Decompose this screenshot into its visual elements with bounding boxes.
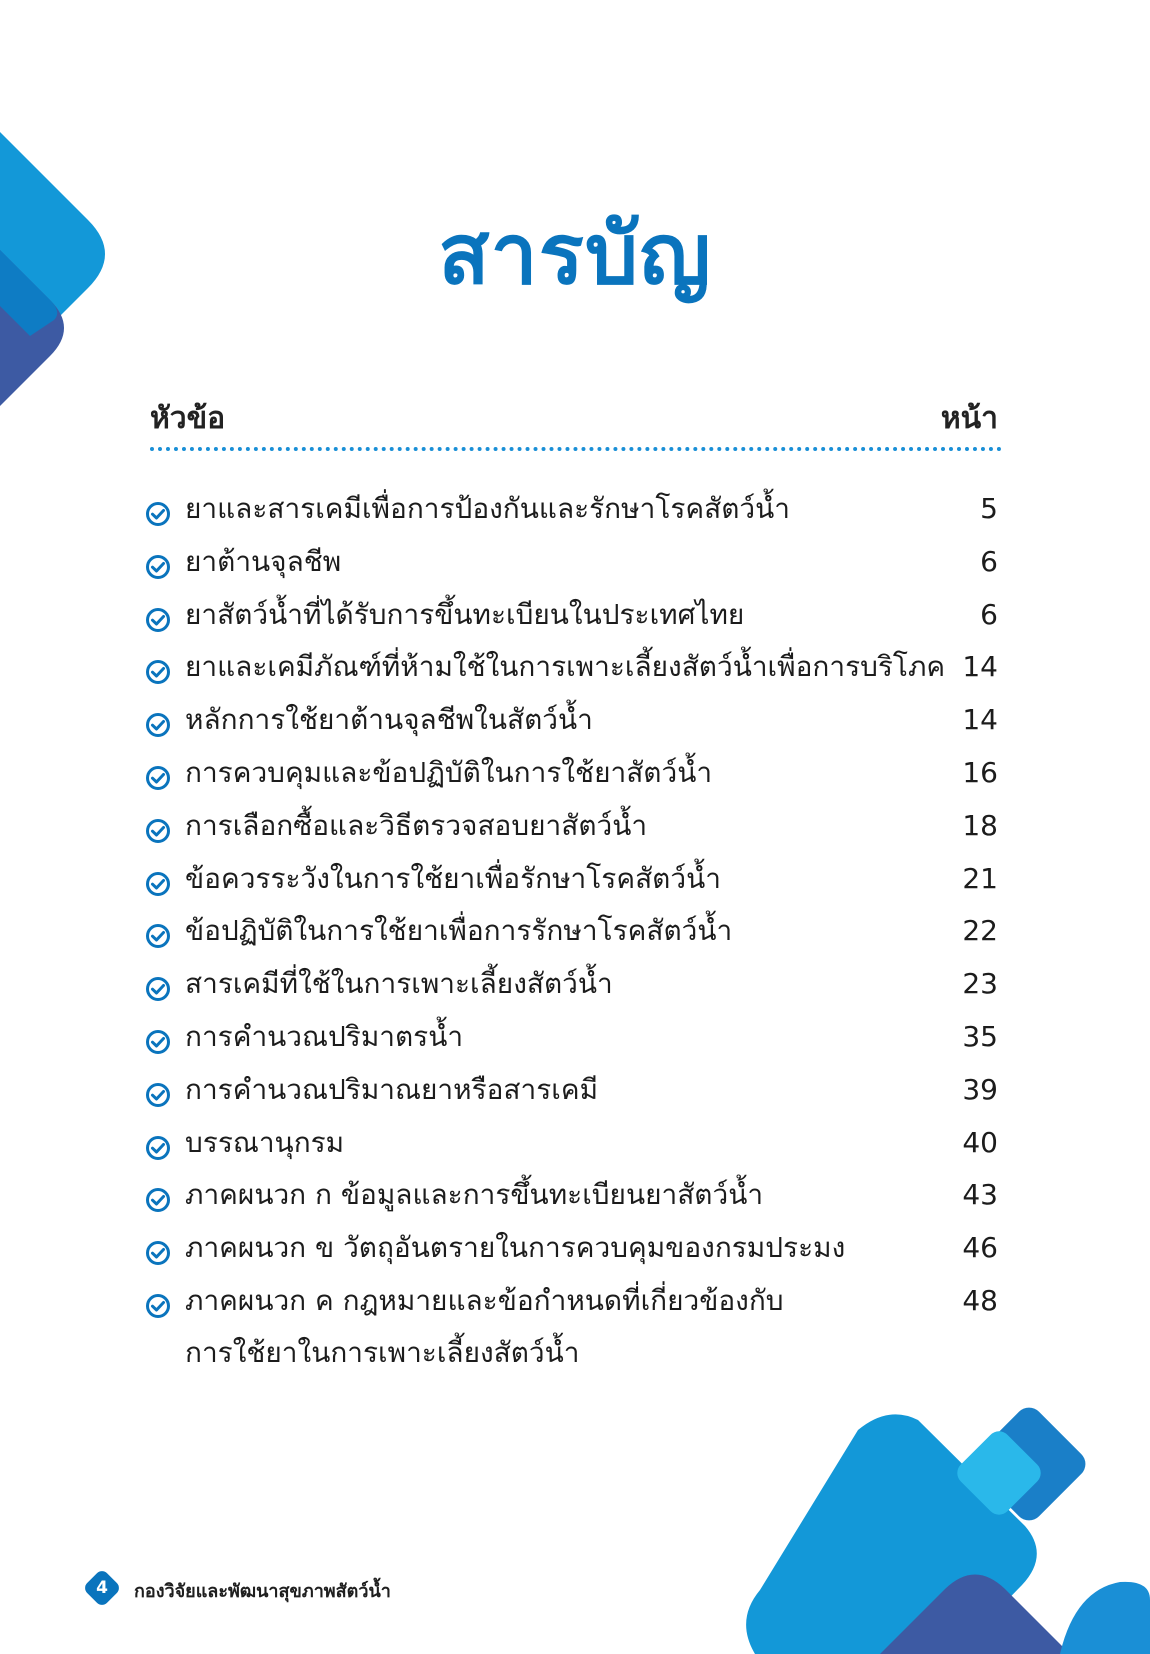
toc-entry-page: 16 (962, 755, 998, 789)
toc-entry (145, 1018, 998, 1071)
toc-entry-label: การคำนวณปริมาตรน้ำ (185, 1019, 464, 1053)
check-circle-icon (145, 763, 171, 789)
toc-entry (145, 543, 998, 596)
toc-entry-label: ยาสัตว์น้ำที่ได้รับการขึ้นทะเบียนในประเทศไทย (185, 597, 745, 631)
toc-entry-label: ภาคผนวก ข วัตถุอันตรายในการควบคุมของกรมประมง (185, 1231, 846, 1265)
bottom-right-decoration (746, 1402, 1150, 1654)
toc-entry-page: 5 (980, 492, 998, 525)
toc-entry-page: 6 (980, 544, 998, 578)
toc-entry-page: 6 (980, 597, 998, 631)
toc-entry (145, 596, 998, 649)
toc-entry (145, 965, 998, 1018)
toc-header (150, 395, 998, 442)
page-title: สารบัญ (438, 205, 712, 303)
toc-entry-label: การควบคุมและข้อปฏิบัติในการใช้ยาสัตว์น้ำ (185, 755, 713, 789)
toc-entry-label: ยาและเคมีภัณฑ์ที่ห้ามใช้ในการเพาะเลี้ยงสัตว์น้ำเพื่อการบริโภค (185, 650, 946, 684)
toc-entry-label: ยาและสารเคมีเพื่อการป้องกันและรักษาโรคสัตว์น้ำ (185, 492, 790, 525)
toc-entry-label: หลักการใช้ยาต้านจุลชีพในสัตว์น้ำ (185, 703, 593, 737)
toc-entry (145, 754, 998, 807)
page-column-header: หน้า (940, 401, 998, 436)
toc-entry-label: การคำนวณปริมาณยาหรือสารเคมี (185, 1072, 599, 1106)
toc-entry-label: ภาคผนวก ค กฎหมายและข้อกำหนดที่เกี่ยวข้องกับ (185, 1283, 784, 1317)
toc-entry-page: 18 (962, 808, 998, 842)
toc-entry-label: ยาต้านจุลชีพ (185, 544, 342, 578)
toc-entry (145, 912, 998, 965)
toc-entry-page: 46 (962, 1231, 998, 1265)
toc-entry (145, 1176, 998, 1229)
topic-column-header: หัวข้อ (150, 401, 226, 436)
check-circle-icon (145, 499, 171, 525)
toc-entry-label: ข้อควรระวังในการใช้ยาเพื่อรักษาโรคสัตว์น้ำ (185, 861, 721, 895)
toc-entry-page: 48 (962, 1283, 998, 1317)
toc-entry (145, 1282, 998, 1369)
toc-entry-label: การเลือกซื้อและวิธีตรวจสอบยาสัตว์น้ำ (185, 808, 648, 842)
toc-entry (145, 860, 998, 913)
check-circle-icon (145, 974, 171, 1000)
check-circle-icon (145, 816, 171, 842)
toc-entry-page: 14 (962, 703, 998, 737)
toc-entry-label: บรรณานุกรม (185, 1125, 345, 1159)
toc-entry-page: 21 (962, 861, 998, 895)
toc-entry-label: ภาคผนวก ก ข้อมูลและการขึ้นทะเบียนยาสัตว์น้ำ (185, 1178, 764, 1212)
check-circle-icon (145, 1133, 171, 1159)
check-circle-icon (145, 1080, 171, 1106)
check-circle-icon (145, 869, 171, 895)
toc-entry (145, 1071, 998, 1124)
check-circle-icon (145, 921, 171, 947)
check-circle-icon (145, 710, 171, 736)
check-circle-icon (145, 605, 171, 631)
toc-list (145, 490, 998, 1369)
toc-entry (145, 648, 998, 701)
toc-entry-page: 39 (962, 1072, 998, 1106)
toc-entry-label: สารเคมีที่ใช้ในการเพาะเลี้ยงสัตว์น้ำ (185, 967, 613, 1001)
check-circle-icon (145, 1291, 171, 1317)
check-circle-icon (145, 552, 171, 578)
check-circle-icon (145, 657, 171, 683)
toc-entry-label: ข้อปฏิบัติในการใช้ยาเพื่อการรักษาโรคสัตว์น้ำ (185, 914, 733, 948)
check-circle-icon (145, 1238, 171, 1264)
toc-entry (145, 701, 998, 754)
toc-entry-page: 40 (962, 1125, 998, 1159)
toc-entry (145, 807, 998, 860)
toc-entry-page: 43 (962, 1178, 998, 1212)
check-circle-icon (145, 1027, 171, 1053)
dotted-divider (150, 447, 1002, 451)
toc-entry-page: 14 (962, 650, 998, 684)
toc-entry-page: 22 (962, 914, 998, 948)
toc-entry (145, 1124, 998, 1177)
toc-entry-page: 23 (962, 967, 998, 1001)
check-circle-icon (145, 1185, 171, 1211)
toc-entry-label-continued: การใช้ยาในการเพาะเลี้ยงสัตว์น้ำ (185, 1335, 580, 1369)
toc-entry (145, 490, 998, 543)
page-number: 4 (96, 1578, 108, 1598)
toc-entry (145, 1229, 998, 1282)
toc-entry-page: 35 (962, 1019, 998, 1053)
footer-org-name: กองวิจัยและพัฒนาสุขภาพสัตว์น้ำ (134, 1581, 391, 1602)
